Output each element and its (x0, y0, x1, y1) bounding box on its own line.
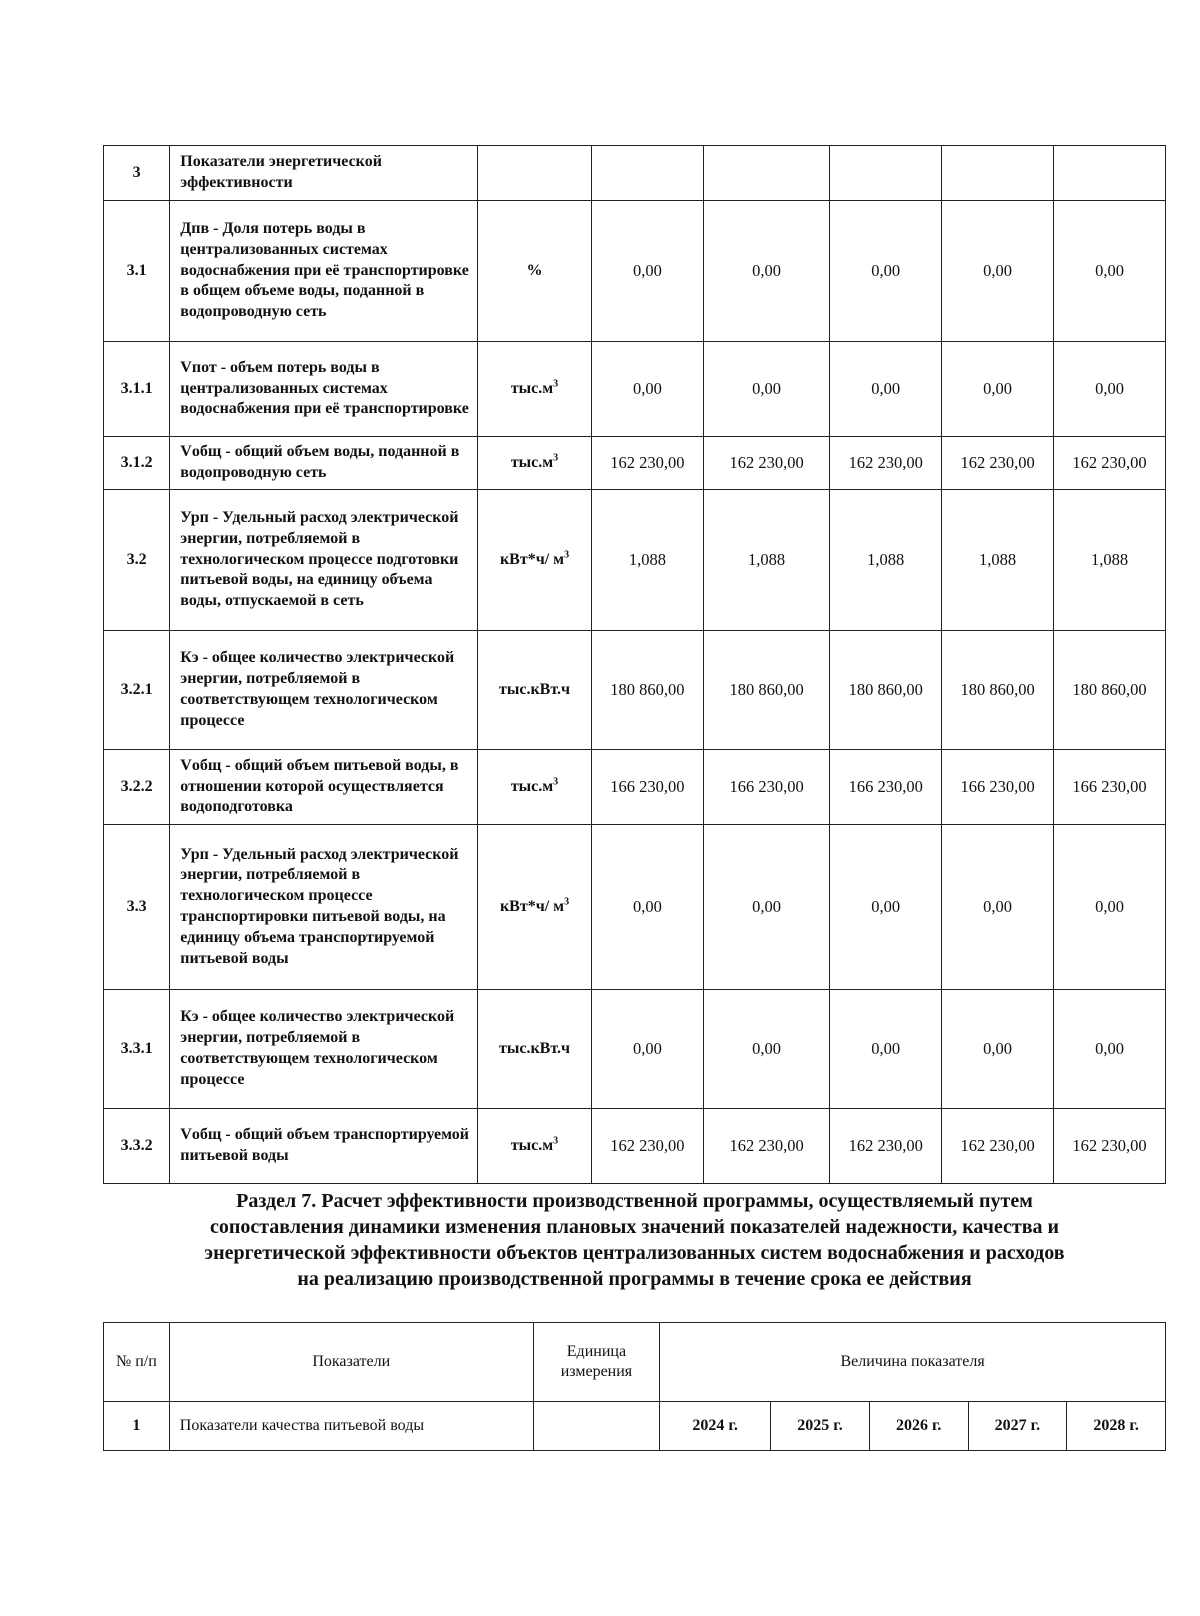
unit-text: кВт*ч/ м (499, 550, 565, 568)
value-cell: 162 230,00 (1054, 1109, 1166, 1184)
unit-text: тыс.кВт.ч (498, 680, 571, 698)
table-header-row (104, 1323, 1166, 1402)
unit-cell (478, 146, 592, 201)
energy-efficiency-table (103, 145, 1166, 1184)
unit-cell (478, 750, 592, 825)
value-cell (703, 146, 829, 201)
value-cell (591, 146, 703, 201)
value-cell: 162 230,00 (830, 437, 942, 490)
indicator-name: Дпв - Доля потерь воды в централизованных системах водоснабжения при её транспортировке в общем объеме воды, поданной в водопроводную сеть (170, 201, 478, 342)
value-cell: 0,00 (703, 342, 829, 437)
unit-text: тыс.м (510, 777, 554, 795)
table-row (104, 437, 1166, 490)
value-cell: 1,088 (1054, 490, 1166, 631)
value-cell (1054, 146, 1166, 201)
value-cell: 180 860,00 (830, 631, 942, 750)
year-cell: 2027 г. (968, 1402, 1067, 1451)
unit-superscript: 3 (553, 1135, 559, 1147)
unit-superscript: 3 (553, 776, 559, 788)
year-cell: 2025 г. (771, 1402, 870, 1451)
row-unit (533, 1402, 659, 1451)
section-title-line: энергетической эффективности объектов централизованных систем водоснабжения и расходов (204, 1242, 1065, 1264)
year-cell: 2024 г. (660, 1402, 771, 1451)
value-cell: 1,088 (703, 490, 829, 631)
table-row (104, 990, 1166, 1109)
value-cell: 0,00 (703, 990, 829, 1109)
value-cell: 166 230,00 (1054, 750, 1166, 825)
value-cell: 0,00 (703, 825, 829, 990)
section-7-title (103, 1188, 1166, 1292)
row-number: 3.3 (104, 825, 170, 990)
unit-superscript: 3 (553, 452, 559, 464)
unit-cell (478, 437, 592, 490)
unit-text: кВт*ч/ м (499, 897, 565, 915)
table-row (104, 750, 1166, 825)
unit-cell (478, 201, 592, 342)
unit-cell (478, 342, 592, 437)
value-cell: 162 230,00 (942, 1109, 1054, 1184)
table-row (104, 201, 1166, 342)
unit-text: тыс.м (510, 1136, 554, 1154)
value-cell: 180 860,00 (591, 631, 703, 750)
unit-text: % (526, 261, 543, 279)
table-row (104, 1402, 1166, 1451)
table-row (104, 825, 1166, 990)
section-title-line: Раздел 7. Расчет эффективности производственной программы, осуществляемый путем (236, 1190, 1033, 1212)
unit-superscript: 3 (564, 549, 570, 561)
table-row (104, 1109, 1166, 1184)
row-number: 3.2 (104, 490, 170, 631)
indicator-name: Урп - Удельный расход электрической энергии, потребляемой в технологическом процессе подготовки питьевой воды, на единицу объема воды, отпускаемой в сеть (170, 490, 478, 631)
row-number: 3.1.2 (104, 437, 170, 490)
unit-superscript: 3 (553, 378, 559, 390)
indicator-name: Vпот - объем потерь воды в централизованных системах водоснабжения при её транспортировке (170, 342, 478, 437)
unit-cell (478, 490, 592, 631)
header-indicator: Показатели (169, 1323, 533, 1402)
indicator-name: Vобщ - общий объем питьевой воды, в отношении которой осуществляется водоподготовка (170, 750, 478, 825)
value-cell: 0,00 (1054, 342, 1166, 437)
value-cell: 162 230,00 (703, 437, 829, 490)
value-cell: 162 230,00 (942, 437, 1054, 490)
unit-text: тыс.м (510, 453, 554, 471)
value-cell: 0,00 (1054, 990, 1166, 1109)
value-cell: 1,088 (591, 490, 703, 631)
value-cell: 0,00 (703, 201, 829, 342)
unit-superscript: 3 (564, 896, 570, 908)
indicator-name: Vобщ - общий объем воды, поданной в водопроводную сеть (170, 437, 478, 490)
value-cell: 0,00 (942, 201, 1054, 342)
value-cell: 162 230,00 (1054, 437, 1166, 490)
table-row (104, 146, 1166, 201)
indicator-name: Показатели энергетической эффективности (170, 146, 478, 201)
table-row (104, 631, 1166, 750)
value-cell: 180 860,00 (1054, 631, 1166, 750)
header-num: № п/п (104, 1323, 170, 1402)
value-cell (942, 146, 1054, 201)
indicator-name: Vобщ - общий объем транспортируемой питьевой воды (170, 1109, 478, 1184)
indicator-name: Кэ - общее количество электрической энергии, потребляемой в соответствующем технологическом процессе (170, 631, 478, 750)
value-cell: 162 230,00 (591, 437, 703, 490)
value-cell: 0,00 (591, 825, 703, 990)
row-number: 3.3.1 (104, 990, 170, 1109)
unit-cell (478, 631, 592, 750)
year-cell: 2026 г. (869, 1402, 968, 1451)
value-cell: 0,00 (830, 342, 942, 437)
unit-text: тыс.кВт.ч (498, 1039, 571, 1057)
header-unit: Единица измерения (533, 1323, 659, 1402)
value-cell: 0,00 (942, 825, 1054, 990)
row-number: 3.3.2 (104, 1109, 170, 1184)
unit-cell (478, 990, 592, 1109)
value-cell: 0,00 (942, 342, 1054, 437)
row-name: Показатели качества питьевой воды (169, 1402, 533, 1451)
section-title-line: сопоставления динамики изменения плановых значений показателей надежности, качества и (209, 1216, 1060, 1238)
indicator-name: Кэ - общее количество электрической энергии, потребляемой в соответствующем технологическом процессе (170, 990, 478, 1109)
value-cell: 180 860,00 (942, 631, 1054, 750)
header-value: Величина показателя (660, 1323, 1166, 1402)
value-cell: 0,00 (591, 342, 703, 437)
value-cell: 1,088 (942, 490, 1054, 631)
value-cell: 162 230,00 (703, 1109, 829, 1184)
value-cell: 1,088 (830, 490, 942, 631)
row-number: 3.2.2 (104, 750, 170, 825)
unit-cell (478, 825, 592, 990)
table-row (104, 490, 1166, 631)
value-cell: 0,00 (591, 990, 703, 1109)
value-cell: 0,00 (1054, 201, 1166, 342)
value-cell: 0,00 (942, 990, 1054, 1109)
value-cell: 166 230,00 (703, 750, 829, 825)
row-num: 1 (104, 1402, 170, 1451)
value-cell: 0,00 (591, 201, 703, 342)
value-cell (830, 146, 942, 201)
row-number: 3.1.1 (104, 342, 170, 437)
value-cell: 166 230,00 (942, 750, 1054, 825)
year-cell: 2028 г. (1067, 1402, 1166, 1451)
row-number: 3.2.1 (104, 631, 170, 750)
value-cell: 0,00 (830, 825, 942, 990)
value-cell: 0,00 (830, 201, 942, 342)
value-cell: 0,00 (1054, 825, 1166, 990)
row-number: 3 (104, 146, 170, 201)
unit-text: тыс.м (510, 379, 554, 397)
section-title-line: на реализацию производственной программы в течение срока ее действия (297, 1268, 972, 1290)
value-cell: 162 230,00 (830, 1109, 942, 1184)
value-cell: 180 860,00 (703, 631, 829, 750)
indicator-name: Урп - Удельный расход электрической энергии, потребляемой в технологическом процессе транспортировки питьевой воды, на единицу объема транспортируемой питьевой воды (170, 825, 478, 990)
unit-cell (478, 1109, 592, 1184)
value-cell: 162 230,00 (591, 1109, 703, 1184)
value-cell: 0,00 (830, 990, 942, 1109)
value-cell: 166 230,00 (591, 750, 703, 825)
value-cell: 166 230,00 (830, 750, 942, 825)
table-row (104, 342, 1166, 437)
efficiency-calculation-table (103, 1322, 1166, 1451)
row-number: 3.1 (104, 201, 170, 342)
